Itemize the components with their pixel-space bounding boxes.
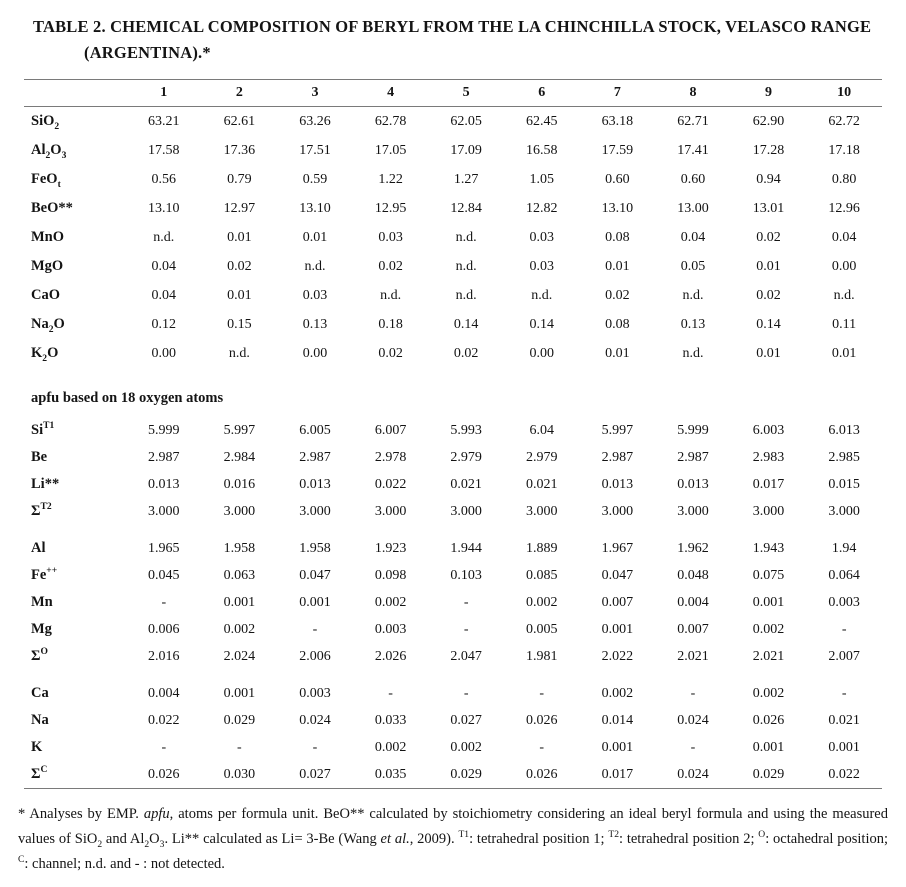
value-cell: 2.026 [374,648,407,664]
value-cell: 0.14 [529,316,555,332]
value-cell: 1.962 [677,540,709,556]
value-cell: 1.944 [450,540,482,556]
column-header: 2 [202,80,278,107]
value-cell: 6.04 [529,422,555,438]
column-header: 8 [655,80,731,107]
header-corner-cell [24,80,126,107]
value-cell: 0.045 [148,567,180,583]
row-label: Li** [31,476,60,492]
value-cell: 0.13 [680,316,706,332]
value-cell: 13.01 [752,200,785,216]
value-cell: 17.58 [148,142,180,158]
table-row [24,165,882,194]
value-cell: 0.60 [680,171,706,187]
value-cell: 2.979 [526,449,558,465]
value-cell: 0.05 [680,258,706,274]
value-cell: 0.15 [227,316,252,332]
section-gap [24,368,882,378]
value-cell: 1.27 [453,171,479,187]
column-header: 10 [806,80,882,107]
value-cell: 17.09 [450,142,482,158]
value-cell: 0.003 [299,685,331,701]
value-cell: 0.029 [450,766,482,782]
composition-table-body [24,107,882,789]
value-cell: 0.001 [752,739,785,755]
value-cell: 0.022 [148,712,180,728]
table-row [24,680,882,707]
value-cell: 3.000 [526,503,558,519]
value-cell: 0.08 [605,316,630,332]
value-cell: 1.967 [601,540,634,556]
value-cell: 0.01 [227,287,252,303]
table-row [24,194,882,223]
table-row [24,310,882,339]
value-cell: 2.007 [828,648,860,664]
value-cell: 0.001 [299,594,331,610]
section-header-label: apfu based on 18 oxygen atoms [31,390,224,406]
value-cell: 2.024 [223,648,256,664]
value-cell: 0.003 [828,594,860,610]
value-cell: 3.000 [374,503,407,519]
value-cell: 2.987 [148,449,180,465]
value-cell: 0.064 [828,567,860,583]
value-cell: - [237,739,242,755]
value-cell: 1.981 [526,648,558,664]
value-cell: 0.56 [151,171,177,187]
value-cell: 0.015 [828,476,860,492]
value-cell: 62.72 [828,113,860,129]
row-label: K [31,739,43,755]
value-cell: 0.00 [302,345,328,361]
table-title-line2: (ARGENTINA).* [84,43,211,62]
value-cell: 17.41 [677,142,709,158]
value-cell: 3.000 [223,503,256,519]
value-cell: 0.01 [605,345,630,361]
value-cell: 17.59 [601,142,634,158]
value-cell: 2.987 [601,449,634,465]
value-cell: 0.001 [752,594,785,610]
table-row [24,498,882,525]
value-cell: n.d. [682,345,704,361]
table-row [24,643,882,670]
row-label: BeO** [31,200,73,216]
value-cell: - [539,739,545,755]
value-cell: 0.098 [374,567,407,583]
value-cell: 0.14 [756,316,781,332]
value-cell: 17.36 [223,142,256,158]
value-cell: 2.022 [601,648,634,664]
value-cell: 0.035 [374,766,407,782]
value-cell: 0.11 [832,316,857,332]
value-cell: 0.04 [151,258,177,274]
value-cell: 0.014 [601,712,634,728]
value-cell: 0.03 [302,287,328,303]
value-cell: 13.10 [601,200,634,216]
value-cell: n.d. [153,229,175,245]
value-cell: 0.001 [828,739,860,755]
value-cell: 2.983 [752,449,785,465]
value-cell: 63.21 [148,113,180,129]
value-cell: 13.10 [299,200,331,216]
value-cell: 0.013 [299,476,331,492]
table-row [24,444,882,471]
value-cell: 0.004 [677,594,709,610]
value-cell: 0.024 [299,712,331,728]
header-row [24,80,882,107]
row-label: Fe++ [31,565,58,583]
table-row [24,707,882,734]
table-row [24,535,882,562]
table-row [24,589,882,616]
value-cell: 12.82 [526,200,558,216]
value-cell: 0.005 [526,621,558,637]
value-cell: 1.958 [223,540,256,556]
value-cell: n.d. [228,345,250,361]
value-cell: 0.03 [529,258,555,274]
value-cell: 13.10 [148,200,180,216]
value-cell: 3.000 [148,503,180,519]
value-cell: 0.00 [831,258,857,274]
value-cell: 0.029 [752,766,785,782]
value-cell: - [463,594,469,610]
value-cell: 0.01 [302,229,328,245]
value-cell: 0.007 [601,594,634,610]
value-cell: 0.048 [677,567,709,583]
column-header: 5 [428,80,504,107]
row-label: $Na_2O$ [31,316,65,335]
value-cell: 0.02 [756,287,781,303]
value-cell: 3.000 [752,503,785,519]
table-row [24,252,882,281]
value-cell: 17.05 [374,142,407,158]
value-cell: 0.001 [223,685,256,701]
value-cell: 0.013 [148,476,180,492]
value-cell: 0.02 [453,345,479,361]
value-cell: 0.017 [601,766,634,782]
value-cell: 17.18 [828,142,860,158]
table-title-line1: TABLE 2. CHEMICAL COMPOSITION OF BERYL FROM THE LA CHINCHILLA STOCK, VELASCO RANGE [33,17,872,36]
value-cell: 17.28 [752,142,785,158]
value-cell: 2.006 [299,648,331,664]
value-cell: 0.04 [680,229,706,245]
value-cell: 12.97 [223,200,256,216]
value-cell: 5.997 [223,422,256,438]
value-cell: 3.000 [677,503,709,519]
value-cell: 63.26 [299,113,331,129]
value-cell: 0.007 [677,621,709,637]
value-cell: 0.047 [299,567,331,583]
value-cell: n.d. [455,287,477,303]
value-cell: 0.021 [526,476,558,492]
value-cell: 0.021 [450,476,482,492]
value-cell: 6.013 [828,422,860,438]
section-gap [24,670,882,680]
value-cell: - [312,739,318,755]
value-cell: 0.02 [756,229,781,245]
value-cell: 0.18 [378,316,403,332]
value-cell: 0.047 [601,567,634,583]
column-header: 3 [277,80,353,107]
value-cell: 2.985 [828,449,860,465]
table-row [24,417,882,444]
value-cell: 0.01 [756,345,781,361]
value-cell: 0.03 [529,229,555,245]
value-cell: 0.013 [677,476,709,492]
value-cell: - [463,621,469,637]
value-cell: 3.000 [828,503,860,519]
value-cell: 0.01 [756,258,781,274]
value-cell: 0.02 [227,258,252,274]
value-cell: n.d. [682,287,704,303]
value-cell: 3.000 [601,503,634,519]
value-cell: 5.999 [148,422,180,438]
row-label: $K_2O$ [31,345,59,364]
value-cell: 0.79 [227,171,252,187]
value-cell: 0.075 [752,567,785,583]
value-cell: 0.017 [752,476,785,492]
value-cell: 1.94 [831,540,857,556]
column-header: 9 [731,80,807,107]
value-cell: n.d. [531,287,553,303]
value-cell: 0.13 [302,316,328,332]
table-row [24,734,882,761]
value-cell: 0.022 [828,766,860,782]
value-cell: 0.80 [831,171,857,187]
row-label: Mn [31,594,53,610]
value-cell: 0.02 [605,287,630,303]
value-cell: 1.923 [374,540,407,556]
value-cell: 0.006 [148,621,180,637]
value-cell: 16.58 [526,142,558,158]
value-cell: 0.016 [223,476,256,492]
value-cell: n.d. [455,229,477,245]
value-cell: 0.94 [756,171,781,187]
composition-table-wrap [24,79,882,789]
row-label: $Al_2O_3$ [31,142,67,161]
value-cell: 0.12 [151,316,177,332]
row-label: $\Sigma^C$ [31,764,48,782]
value-cell: 0.027 [450,712,482,728]
value-cell: 0.00 [529,345,555,361]
section-gap-cell [24,670,882,680]
value-cell: 0.02 [378,345,403,361]
value-cell: 62.05 [450,113,482,129]
table-row [24,339,882,368]
value-cell: 17.51 [299,142,331,158]
value-cell: 0.003 [374,621,407,637]
value-cell: 0.001 [601,739,634,755]
row-label: CaO [31,287,60,303]
value-cell: 2.021 [752,648,785,664]
value-cell: 12.95 [374,200,407,216]
value-cell: - [463,685,469,701]
value-cell: 0.03 [378,229,403,245]
composition-table [24,79,882,789]
row-label: MgO [31,258,64,274]
column-header: 6 [504,80,580,107]
value-cell: - [841,685,847,701]
table-title [33,14,882,66]
row-label: MnO [31,229,65,245]
value-cell: 0.024 [677,712,709,728]
value-cell: 12.96 [828,200,860,216]
row-label: Mg [31,621,52,637]
value-cell: 1.958 [299,540,331,556]
value-cell: 0.00 [151,345,177,361]
value-cell: 1.05 [529,171,555,187]
value-cell: 0.063 [223,567,256,583]
value-cell: - [841,621,847,637]
value-cell: 0.022 [374,476,407,492]
value-cell: 3.000 [450,503,482,519]
value-cell: 0.030 [223,766,256,782]
row-label: $\Sigma^O$ [31,646,48,664]
value-cell: 6.003 [752,422,785,438]
value-cell: 0.002 [374,739,407,755]
value-cell: 5.993 [450,422,482,438]
value-cell: n.d. [455,258,477,274]
value-cell: 0.029 [223,712,256,728]
value-cell: 62.90 [752,113,785,129]
value-cell: 0.002 [601,685,634,701]
row-label: $\Sigma^{T2}$ [31,501,52,519]
value-cell: 0.027 [299,766,331,782]
table-row [24,471,882,498]
value-cell: 0.021 [828,712,860,728]
value-cell: 5.997 [601,422,634,438]
value-cell: 0.002 [223,621,256,637]
row-label: Ca [31,685,49,701]
value-cell: 3.000 [299,503,331,519]
footnote: * Analyses by EMP. apfu, atoms per formula unit. BeO** calculated by stoichiometry considering an ideal beryl formula and using the measured values of SiO$_2$ and $Al_2O_3$. Li** calculated as Li= 3-Be (Wang et al., 2009). $^{T1}$: tetrahedral position 1; $^{T2}$: tetrahedral position 2; $^O$: octahedral position; $^C$: channel; n.d. and - : not detected. [18,806,888,872]
value-cell: 0.033 [374,712,407,728]
table-row [24,107,882,137]
value-cell: 2.987 [299,449,331,465]
value-cell: 0.026 [752,712,785,728]
value-cell: 63.18 [601,113,634,129]
value-cell: 0.103 [450,567,482,583]
table-row [24,761,882,789]
value-cell: - [388,685,393,701]
row-label: Be [31,449,48,465]
value-cell: 2.978 [374,449,407,465]
value-cell: 0.026 [526,712,558,728]
value-cell: 0.001 [223,594,256,610]
value-cell: 0.002 [450,739,482,755]
value-cell: 0.14 [453,316,479,332]
value-cell: 6.007 [374,422,407,438]
value-cell: n.d. [833,287,855,303]
value-cell: 2.987 [677,449,709,465]
value-cell: 2.016 [148,648,180,664]
value-cell: 0.002 [526,594,558,610]
value-cell: 13.00 [677,200,709,216]
table-row [24,616,882,643]
section-gap-cell [24,368,882,378]
column-header: 1 [126,80,202,107]
value-cell: 62.45 [526,113,558,129]
table-row [24,562,882,589]
value-cell: n.d. [304,258,326,274]
value-cell: 0.08 [605,229,630,245]
column-header: 7 [580,80,656,107]
value-cell: 1.889 [526,540,558,556]
value-cell: 1.965 [148,540,180,556]
value-cell: 0.085 [526,567,558,583]
value-cell: 62.61 [223,113,256,129]
value-cell: 0.01 [227,229,252,245]
value-cell: 1.22 [378,171,403,187]
value-cell: 0.04 [151,287,177,303]
section-gap-cell [24,525,882,535]
value-cell: 2.979 [450,449,482,465]
row-label: FeO$_t$ [31,171,61,190]
section-header-row [24,378,882,417]
value-cell: 62.71 [677,113,709,129]
value-cell: - [690,685,696,701]
value-cell: 0.002 [752,685,785,701]
value-cell: 2.984 [223,449,256,465]
value-cell: 0.60 [605,171,630,187]
value-cell: 0.013 [601,476,634,492]
value-cell: 1.943 [752,540,785,556]
row-label: SiO$_2$ [31,113,60,132]
value-cell: 6.005 [299,422,331,438]
value-cell: - [161,739,167,755]
column-header: 4 [353,80,429,107]
value-cell: 62.78 [374,113,407,129]
value-cell: - [312,621,318,637]
value-cell: n.d. [380,287,402,303]
value-cell: 0.026 [526,766,558,782]
value-cell: - [161,594,167,610]
value-cell: - [690,739,696,755]
value-cell: 0.02 [378,258,403,274]
table-row [24,281,882,310]
value-cell: 0.01 [831,345,857,361]
section-gap [24,525,882,535]
row-label: Na [31,712,49,728]
value-cell: 0.01 [605,258,630,274]
value-cell: 0.002 [374,594,407,610]
row-label: Al [31,540,46,556]
value-cell: 0.001 [601,621,634,637]
value-cell: 0.026 [148,766,180,782]
value-cell: 0.002 [752,621,785,637]
value-cell: 0.024 [677,766,709,782]
table-row [24,223,882,252]
row-label: $Si^{T1}$ [31,420,55,438]
value-cell: - [539,685,545,701]
value-cell: 0.04 [831,229,857,245]
value-cell: 2.047 [450,648,482,664]
value-cell: 2.021 [677,648,709,664]
table-row [24,136,882,165]
value-cell: 0.004 [148,685,180,701]
value-cell: 0.59 [302,171,328,187]
value-cell: 12.84 [450,200,482,216]
value-cell: 5.999 [677,422,709,438]
